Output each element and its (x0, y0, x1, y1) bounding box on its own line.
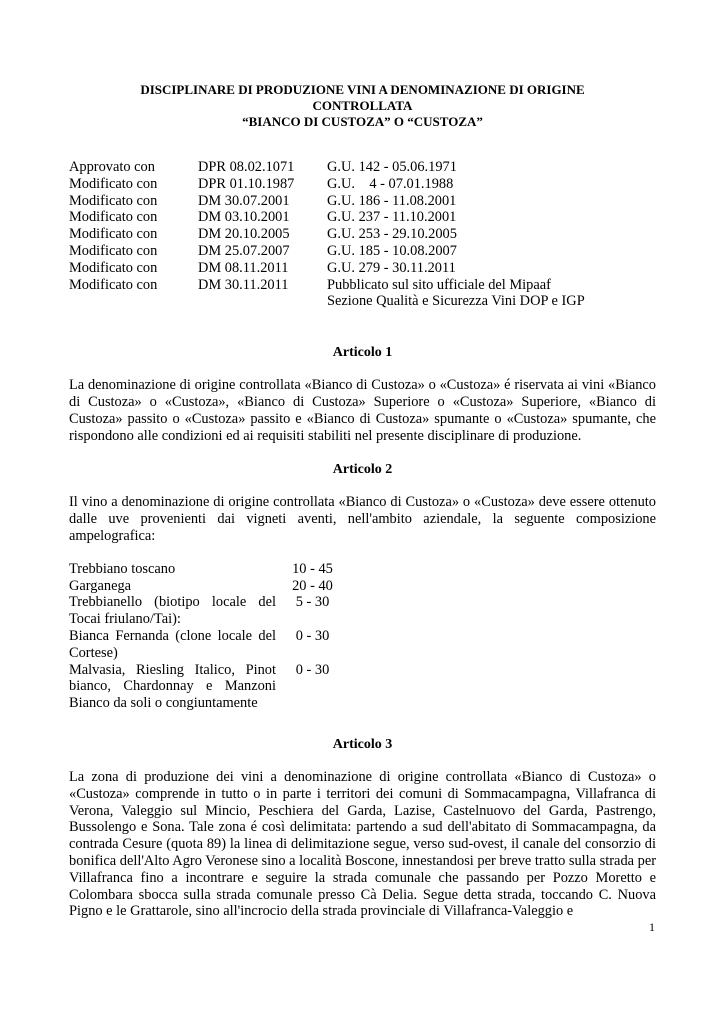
history-row (69, 293, 656, 310)
title-line-1: DISCIPLINARE DI PRODUZIONE VINI A DENOMINAZIONE DI ORIGINE (140, 82, 585, 97)
history-gazette: Pubblicato sul sito ufficiale del Mipaaf (327, 276, 551, 293)
grape-row (69, 561, 349, 578)
history-action: Modificato con (69, 192, 158, 209)
document-page (69, 82, 656, 920)
history-row (69, 260, 656, 277)
history-decree: DM 30.07.2001 (198, 192, 290, 209)
history-decree: DM 03.10.2001 (198, 209, 290, 226)
history-decree: DM 30.11.2011 (198, 276, 289, 293)
article-2-text: Il vino a denominazione di origine controllata «Bianco di Custoza» o «Custoza» deve essere ottenuto dalle uve provenienti dai vigneti aventi, nell'ambito aziendale, la seguente composizione ampelografica: (69, 494, 656, 544)
title-line-3: “BIANCO DI CUSTOZA” O “CUSTOZA” (242, 114, 483, 129)
history-row (69, 277, 656, 294)
document-title (69, 82, 656, 130)
history-decree: DM 20.10.2005 (198, 226, 290, 243)
history-action: Modificato con (69, 276, 158, 293)
history-row (69, 226, 656, 243)
history-gazette: G.U. 142 - 05.06.1971 (327, 159, 457, 175)
article-3-heading: Articolo 3 (332, 736, 393, 752)
history-row (69, 193, 656, 210)
history-row (69, 243, 656, 260)
grape-name: Garganega (69, 577, 132, 594)
grape-row (69, 594, 349, 628)
history-decree: DM 25.07.2007 (198, 242, 290, 259)
history-gazette: G.U. 253 - 29.10.2005 (327, 226, 457, 243)
history-decree: DPR 01.10.1987 (198, 175, 295, 192)
grape-name: Bianca Fernanda (clone locale del Cortese) (69, 627, 276, 661)
article-2-heading: Articolo 2 (332, 462, 393, 478)
history-row (69, 159, 656, 176)
grape-percent: 10 - 45 (292, 560, 333, 577)
history-row (69, 209, 656, 226)
grape-row (69, 662, 349, 712)
history-action: Approvato con (69, 159, 155, 175)
grape-name: Trebbiano toscano (69, 560, 176, 577)
history-gazette: G.U. 186 - 11.08.2001 (327, 192, 457, 209)
grape-percent: 0 - 30 (295, 627, 330, 644)
article-3-text: La zona di produzione dei vini a denominazione di origine controllata «Bianco di Custoza» o «Custoza» comprende in tutto o in parte i territori dei comuni di Sommacampagna, Villafranca di Verona, Valeggio sul Mincio, Peschiera del Garda, Lazise, Castelnuovo del Garda, Pastrengo, Bussolengo e Sona. Tale zona é così delimitata: partendo a sud dell'abitato di Sommacampagna, da contrada Cesure (quota 89) la linea di delimitazione segue, verso sud-ovest, il canale del consorzio di bonifica dell'Alto Agro Veronese sino a località Boscone, innestandosi per breve tratto sulla strada per Villafranca fino a incontrare e seguire la strada comunale che passando per Pozzo Moretto e Colombara sbocca sulla strada comunale presso Cà Delia. Segue detta strada, toccando C. Nuova Pigno e le Grattarole, sino all'incrocio della strada provinciale di Villafranca-Valeggio e (69, 768, 656, 920)
article-1-heading: Articolo 1 (332, 345, 393, 361)
page-number: 1 (649, 920, 655, 934)
grape-percent: 20 - 40 (292, 577, 333, 594)
history-decree: DM 08.11.2011 (198, 259, 289, 276)
history-row (69, 176, 656, 193)
history-gazette: G.U. 237 - 11.10.2001 (327, 209, 457, 226)
grape-name: Trebbianello (biotipo locale del Tocai friulano/Tai): (69, 594, 276, 628)
grape-row (69, 578, 349, 595)
history-action: Modificato con (69, 259, 158, 276)
history-decree: DPR 08.02.1071 (198, 159, 295, 175)
history-gazette: G.U. 4 - 07.01.1988 (327, 175, 454, 192)
history-gazette: G.U. 185 - 10.08.2007 (327, 242, 457, 259)
history-action: Modificato con (69, 242, 158, 259)
approval-history (69, 159, 656, 310)
grape-composition-list (69, 561, 349, 712)
history-action: Modificato con (69, 175, 158, 192)
history-gazette: G.U. 279 - 30.11.2011 (327, 259, 456, 276)
title-line-2: CONTROLLATA (312, 98, 413, 113)
grape-name: Malvasia, Riesling Italico, Pinot bianco, Chardonnay e Manzoni Bianco da soli o congiuntamente (69, 661, 276, 712)
article-1-text: La denominazione di origine controllata «Bianco di Custoza» o «Custoza» é riservata ai vini «Bianco di Custoza» o «Custoza», «Bianco di Custoza» Superiore o «Custoza» Superiore, «Bianco di Custoza» passito o «Custoza» passito e «Bianco di Custoza» spumante o «Custoza» spumante, che rispondono alle condizioni ed ai requisiti stabiliti nel presente disciplinare di produzione. (69, 377, 656, 444)
history-action: Modificato con (69, 226, 158, 243)
grape-row (69, 628, 349, 662)
grape-percent: 5 - 30 (295, 594, 330, 611)
grape-percent: 0 - 30 (295, 661, 330, 678)
history-note: Sezione Qualità e Sicurezza Vini DOP e IGP (327, 293, 585, 310)
history-action: Modificato con (69, 209, 158, 226)
